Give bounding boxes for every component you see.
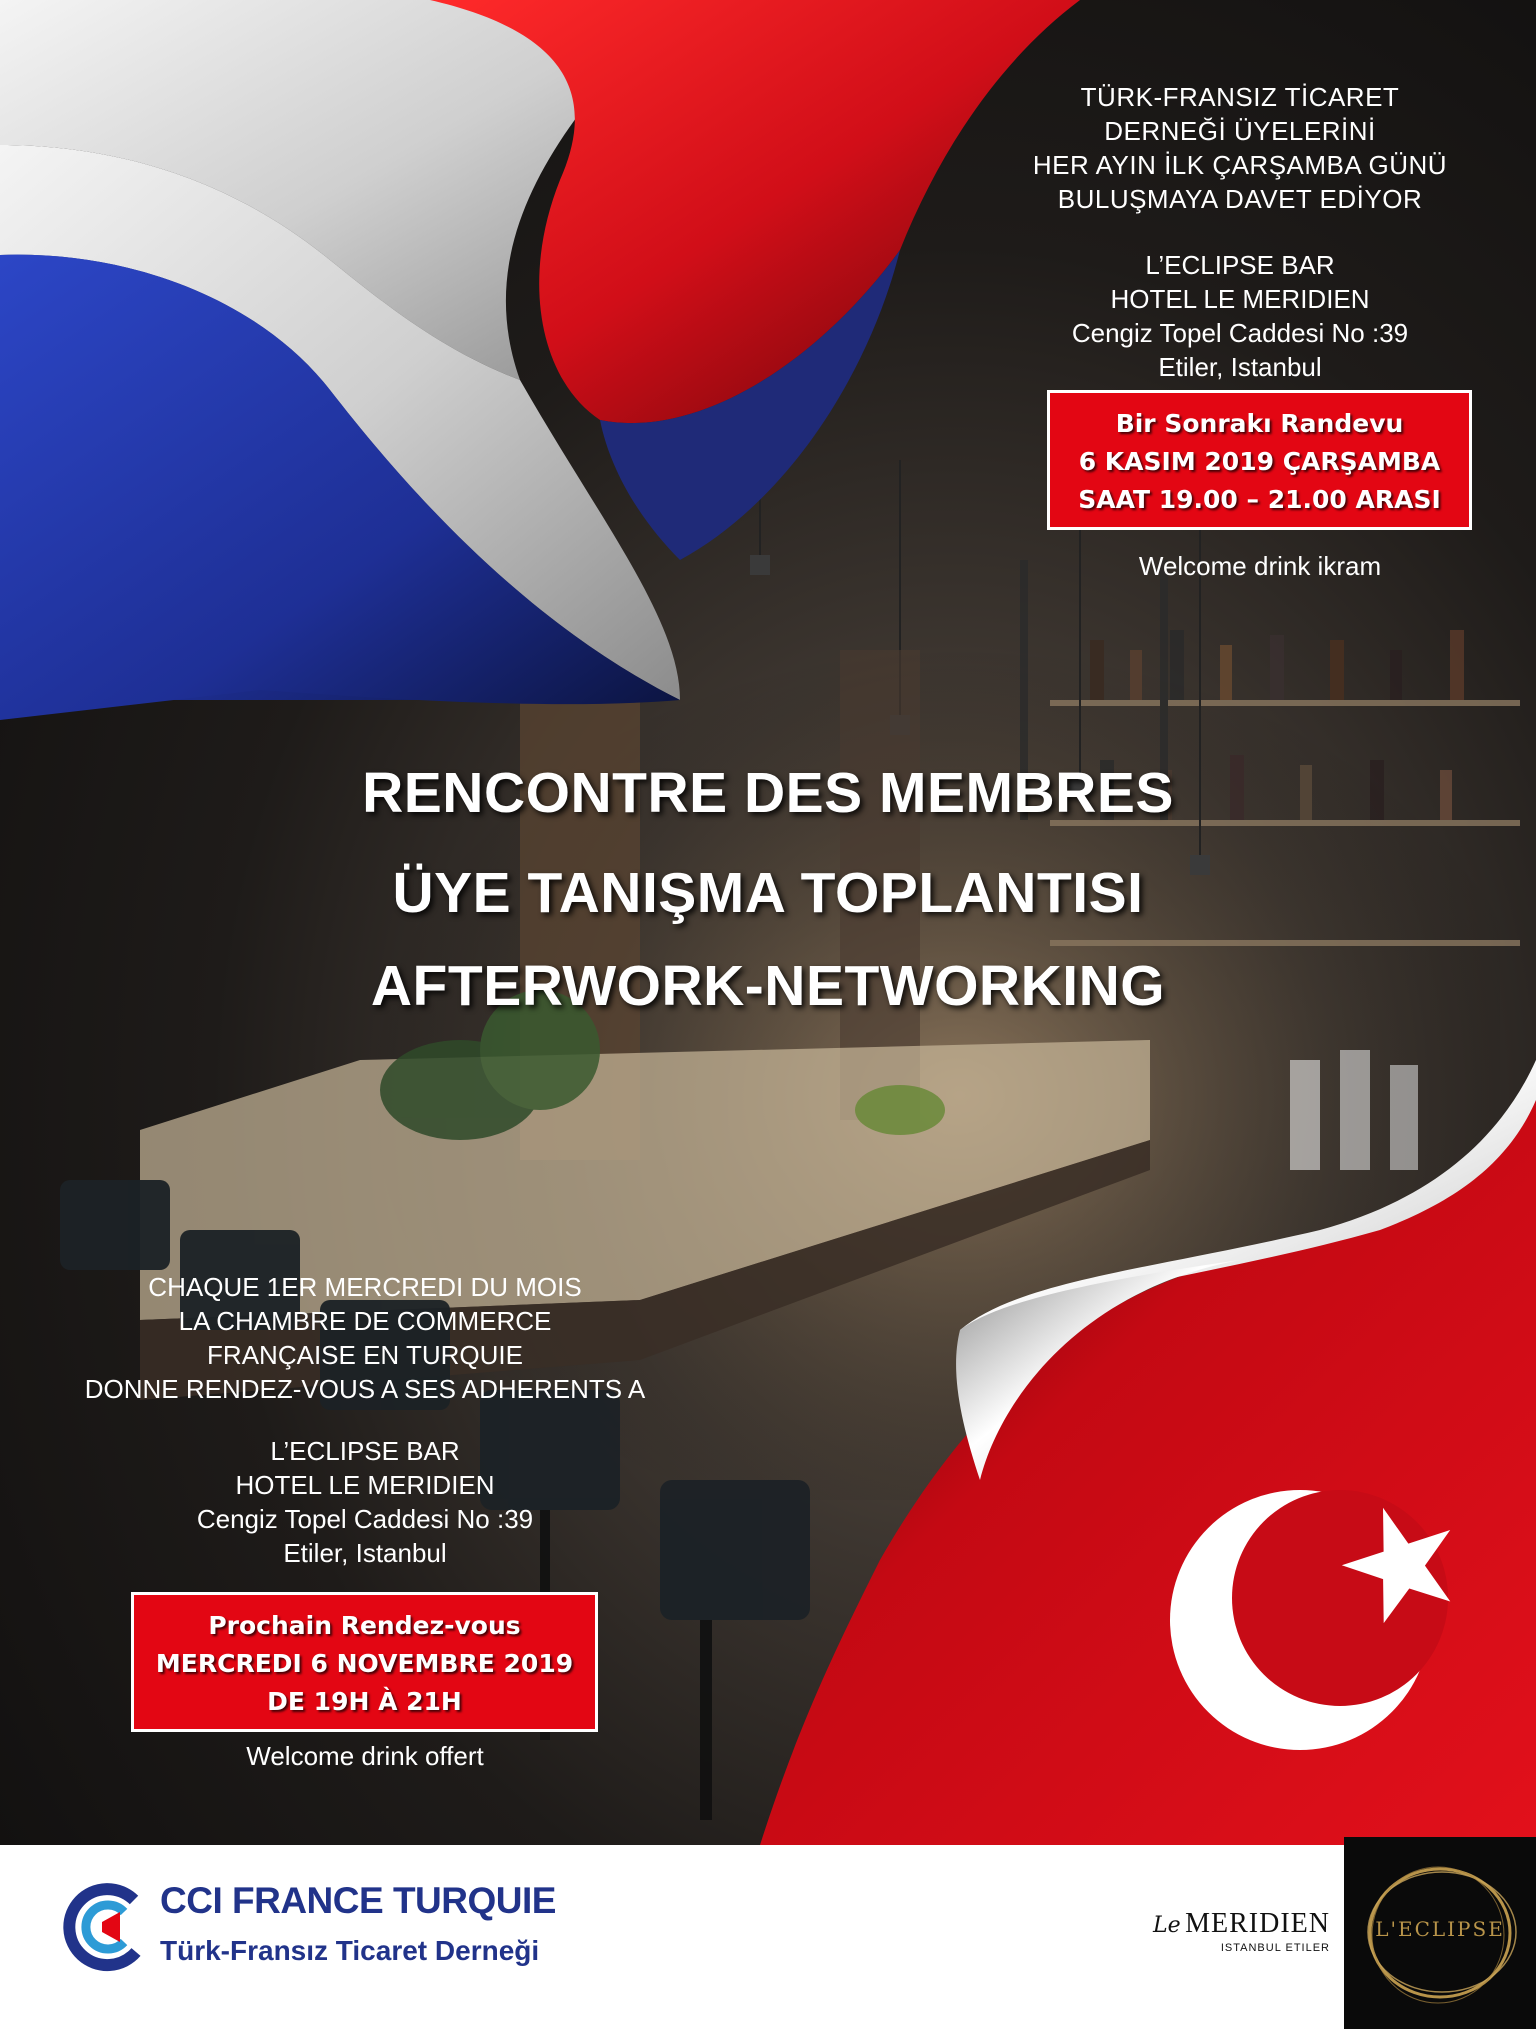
french-welcome-drink: Welcome drink offert [246,1741,484,1771]
turkish-invite-line: BULUŞMAYA DAVET EDİYOR [1057,184,1423,214]
french-next-line: MERCREDI 6 NOVEMBRE 2019 [155,1649,574,1678]
french-venue-line: Etiler, Istanbul [283,1538,447,1568]
headline-line: ÜYE TANIŞMA TOPLANTISI [392,861,1144,925]
french-venue-line: HOTEL LE MERIDIEN [235,1470,495,1500]
french-next-meeting-box [131,1592,598,1732]
turkish-invite-line: DERNEĞİ ÜYELERİNİ [1104,116,1376,146]
french-next-line: DE 19H À 21H [267,1687,462,1716]
cci-name: CCI FRANCE TURQUIE [160,1880,556,1921]
meridien-name: MERIDIEN [1185,1908,1330,1939]
le-meridien-logo [1130,1908,1330,1954]
turkish-next-line: SAAT 19.00 – 21.00 ARASI [1078,485,1441,514]
turkish-venue-line: HOTEL LE MERIDIEN [1110,284,1370,314]
french-invite-line: FRANÇAISE EN TURQUIE [207,1340,523,1370]
french-invite-line: CHAQUE 1ER MERCREDI DU MOIS [148,1272,582,1302]
cci-logo-icon [62,1882,152,1972]
french-invite-text [40,1270,690,1406]
headline-line: AFTERWORK-NETWORKING [370,954,1166,1018]
turkish-next-line: 6 KASIM 2019 ÇARŞAMBA [1078,447,1441,476]
turkish-next-line: Bir Sonrakı Randevu [1115,409,1404,438]
headline-line: RENCONTRE DES MEMBRES [362,761,1174,825]
turkish-next-meeting-box [1047,390,1472,530]
french-invite-line: LA CHAMBRE DE COMMERCE [178,1306,552,1336]
turkish-venue-line: Cengiz Topel Caddesi No :39 [1071,318,1409,348]
turkish-venue-line: L’ECLIPSE BAR [1145,250,1335,280]
eclipse-logo [1344,1837,1536,2029]
french-venue-text [110,1434,620,1570]
cci-subtitle: Türk-Fransız Ticaret Derneği [160,1935,540,1966]
eclipse-name: L'ECLIPSE [1375,1917,1505,1941]
meridien-subtitle: ISTANBUL ETILER [1220,1942,1330,1954]
turkish-invite-text [980,80,1500,216]
turkish-venue-text [980,248,1500,384]
french-invite-line: DONNE RENDEZ-VOUS A SES ADHERENTS A [84,1374,646,1404]
turkish-welcome-drink: Welcome drink ikram [1138,551,1382,581]
french-venue-line: L’ECLIPSE BAR [270,1436,460,1466]
french-venue-line: Cengiz Topel Caddesi No :39 [196,1504,534,1534]
turkish-venue-line: Etiler, Istanbul [1158,352,1322,382]
meridien-le: Le [1153,1913,1181,1938]
french-next-line: Prochain Rendez-vous [208,1611,521,1640]
turkish-invite-line: TÜRK-FRANSIZ TİCARET [1080,82,1400,112]
turkish-invite-line: HER AYIN İLK ÇARŞAMBA GÜNÜ [1032,150,1448,180]
